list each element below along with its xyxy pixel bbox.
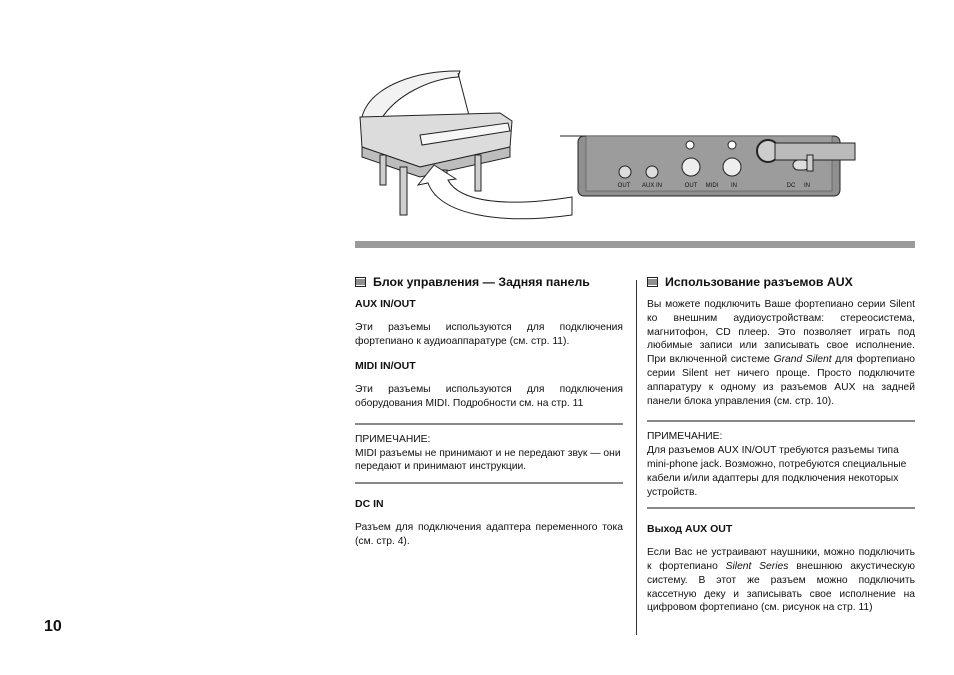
dc-in-title: DC IN (355, 498, 384, 511)
panel-label-midi-in: IN (731, 183, 737, 189)
dc-in-text: Разъем для подключения адаптера переменного тока (см. стр. 4). (355, 521, 623, 547)
section-divider-bar (355, 241, 915, 248)
panel-label-dc-in: IN (804, 183, 810, 189)
note-label: ПРИМЕЧАНИЕ: (355, 433, 431, 445)
left-column (355, 275, 623, 561)
aux-usage-heading-text: Использование разъемов AUX (665, 275, 853, 289)
aux-note-box (647, 420, 915, 509)
control-unit-heading (355, 275, 623, 290)
aux-inout-text: Эти разъемы используются для подключения фортепиано к аудиоаппаратуре (см. стр. 11). (355, 321, 623, 347)
rear-panel (578, 136, 855, 196)
control-unit-heading-text: Блок управления — Задняя панель (373, 275, 590, 289)
aux-usage-intro: Вы можете подключить Ваше фортепиано серии Silent ко внешним аудиоустройствам: стереосистема, магнитофон, CD плеер. Это позволяет играть под любимые записи или записывать свое исполнение. При включенной системе Grand Silent для фортепиано серии Silent нет ничего проще. Просто подключите аппаратуру к одному из разъемов AUX на задней панели блока управления (см. стр. 10). (647, 299, 915, 407)
panel-label-aux-in: AUX IN (641, 183, 663, 189)
section-list-icon (647, 277, 658, 287)
right-column (647, 275, 915, 627)
aux-usage-heading (647, 275, 915, 290)
aux-inout-title: AUX IN/OUT (355, 298, 416, 310)
column-divider (636, 280, 637, 635)
note-label: ПРИМЕЧАНИЕ: (647, 431, 723, 443)
note-text: MIDI разъемы не принимают и не передают звук — они передают и принимают инструкции. (355, 447, 621, 473)
aux-out-title: Выход AUX OUT (647, 523, 733, 536)
midi-inout-text: Эти разъемы используются для подключения оборудования MIDI. Подробности см. на стр. 11 (355, 384, 623, 409)
aux-out-text: Если Вас не устраивают наушники, можно подключить к фортепиано Silent Series внешнюю акустическую систему. В этот же разъем можно подключить кассетную деку и записывать свое исполнение на цифровом фортепиано (см. рисунок на стр. 11) (647, 547, 915, 614)
connection-arrow (418, 165, 572, 219)
note-text: Для разъемов AUX IN/OUT требуются разъемы типа mini-phone jack. Возможно, потребуются специальные кабели и/или адаптеры для подключения некоторых устройств. (647, 445, 907, 498)
piano-rear-panel-illustration (350, 65, 910, 235)
midi-inout-title: MIDI IN/OUT (355, 360, 416, 373)
panel-label-aux-out: OUT (617, 183, 631, 189)
panel-label-midi-out: OUT (684, 183, 698, 189)
panel-label-dc: DC (786, 183, 796, 189)
panel-label-midi: MIDI (705, 183, 719, 189)
section-list-icon (355, 277, 366, 287)
page-number: 10 (44, 618, 62, 635)
midi-note-box (355, 423, 623, 484)
